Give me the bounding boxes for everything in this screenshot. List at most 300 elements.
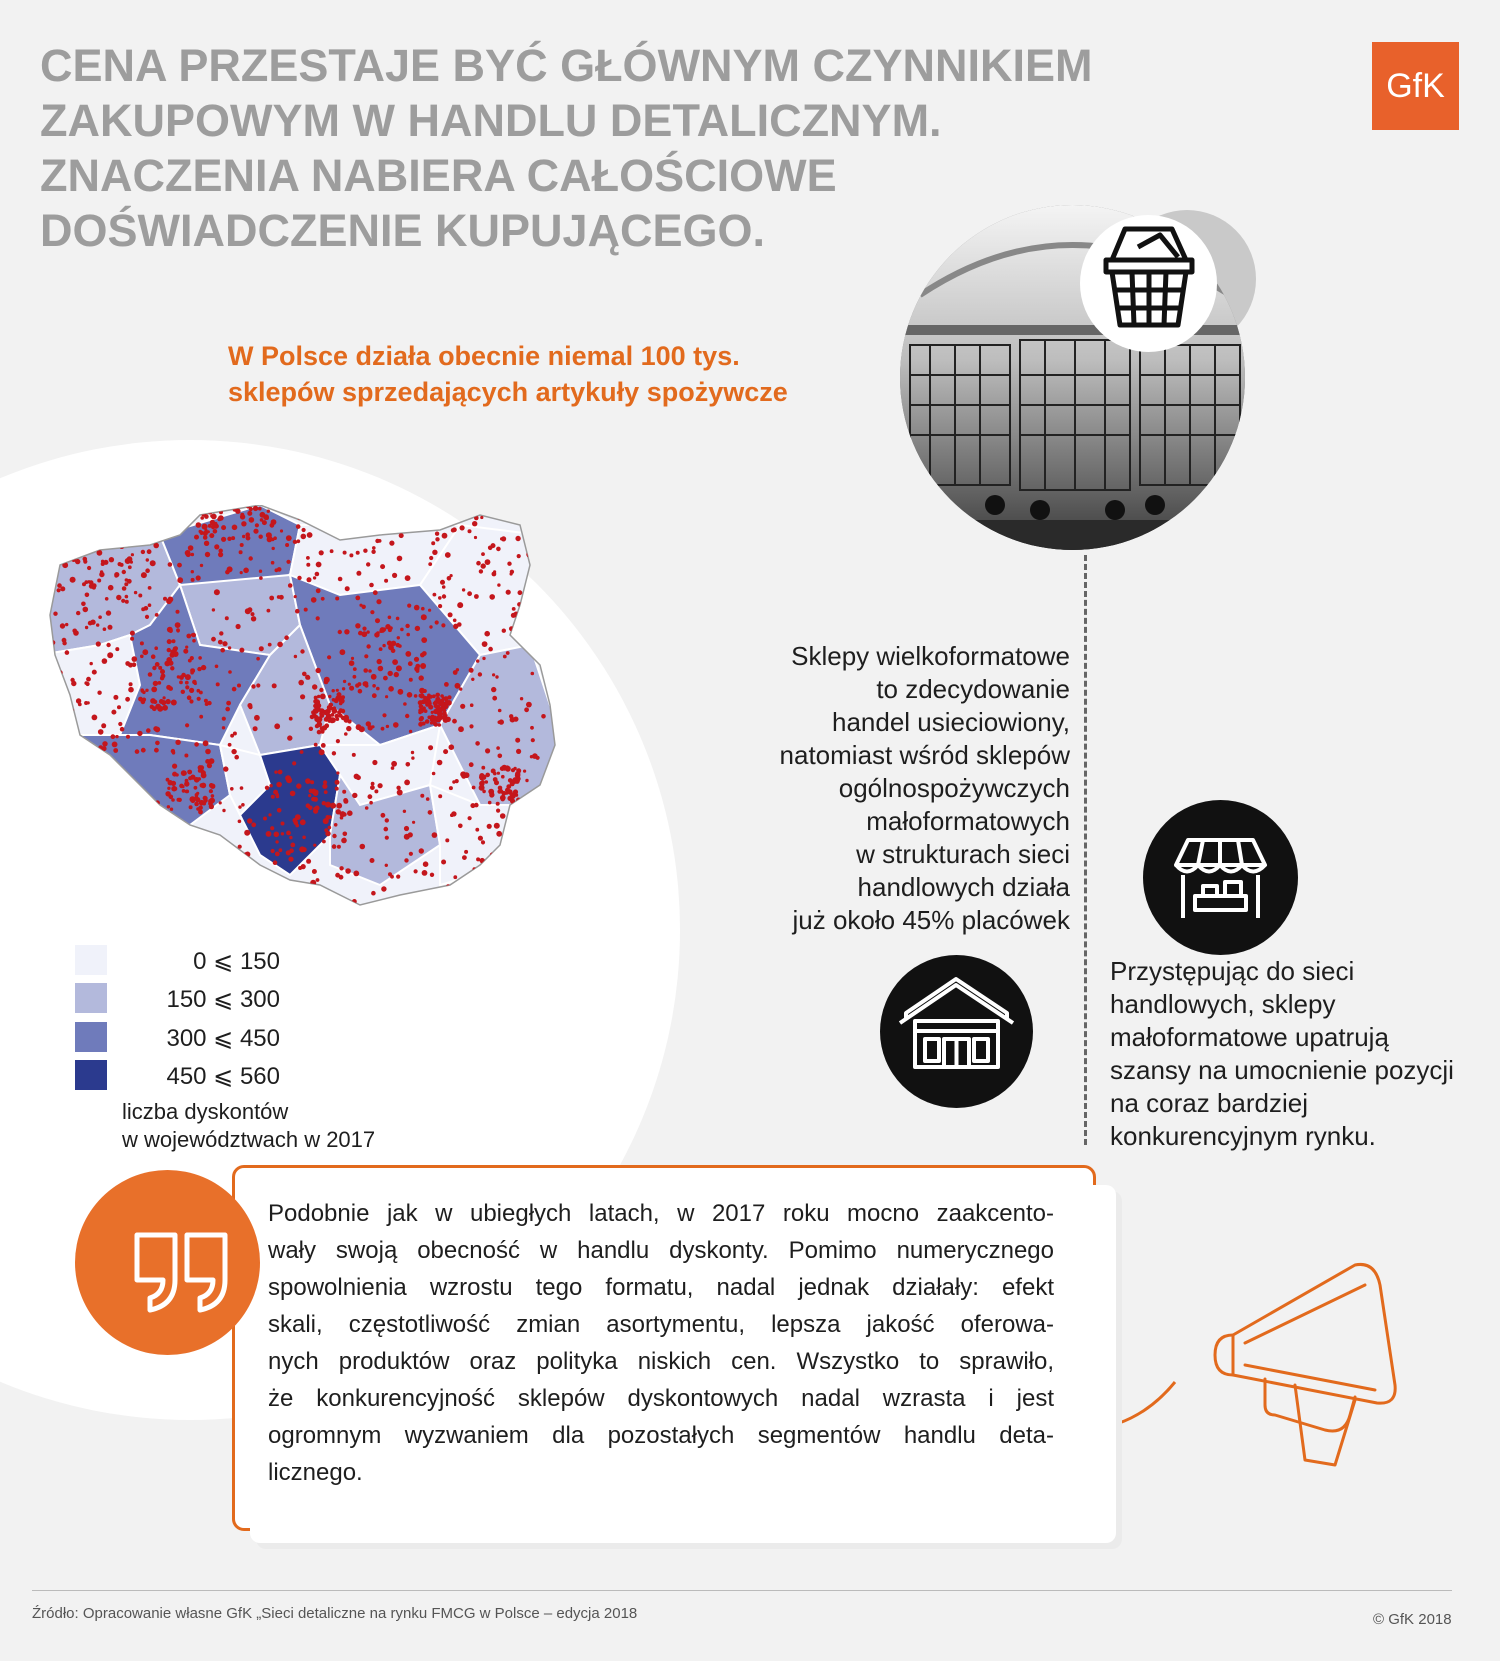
store-dot: [323, 509, 328, 514]
store-dot: [120, 563, 124, 567]
store-dot: [167, 639, 172, 644]
store-dot: [385, 818, 389, 822]
store-dot: [178, 896, 183, 901]
store-dot: [470, 803, 475, 808]
store-dot: [161, 812, 166, 817]
store-dot: [435, 537, 439, 541]
store-dot: [438, 794, 442, 798]
store-dot: [205, 552, 210, 557]
store-dot: [222, 641, 227, 646]
store-dot: [285, 775, 291, 781]
store-dot: [146, 798, 150, 802]
store-dot: [423, 861, 429, 867]
store-dot: [146, 558, 149, 561]
store-dot: [290, 843, 295, 848]
store-dot: [438, 604, 442, 608]
store-dot: [184, 754, 188, 758]
store-dot: [139, 824, 144, 829]
store-dot: [153, 700, 157, 704]
store-dot: [321, 899, 326, 904]
store-dot: [481, 766, 485, 770]
store-dot: [334, 823, 338, 827]
store-dot: [42, 510, 46, 514]
store-dot: [482, 790, 486, 794]
store-dot: [491, 769, 496, 774]
store-dot: [444, 682, 449, 687]
store-dot: [120, 531, 124, 535]
store-dot: [190, 668, 195, 673]
store-dot: [141, 748, 146, 753]
store-dot: [74, 782, 79, 787]
store-dot: [183, 520, 186, 523]
region-pomorskie: [160, 505, 300, 585]
store-dot: [239, 648, 244, 653]
store-dot: [485, 780, 489, 784]
store-dot: [249, 517, 255, 523]
store-dot: [506, 651, 510, 655]
store-dot: [198, 805, 203, 810]
store-dot: [347, 810, 353, 816]
store-dot: [316, 616, 320, 620]
store-dot: [272, 547, 275, 550]
store-dot: [272, 683, 277, 688]
store-dot: [309, 789, 314, 794]
store-dot: [225, 707, 230, 712]
store-dot: [376, 599, 381, 604]
text-line: natomiast wśród sklepów: [779, 740, 1070, 770]
store-dot: [55, 718, 60, 723]
store-dot: [75, 559, 80, 564]
store-dot: [315, 572, 320, 577]
legend-caption-line: w województwach w 2017: [122, 1127, 376, 1152]
store-dot: [445, 552, 451, 558]
store-dot: [310, 780, 314, 784]
store-dot: [62, 730, 66, 734]
store-dot: [76, 698, 81, 703]
store-dot: [482, 657, 485, 660]
store-dot: [407, 692, 413, 698]
store-dot: [298, 866, 302, 870]
store-dot: [256, 657, 260, 661]
store-dot: [496, 547, 501, 552]
store-dot: [303, 902, 307, 906]
store-dot: [356, 551, 360, 555]
store-dot: [537, 855, 543, 861]
store-dot: [428, 562, 432, 566]
store-dot: [101, 798, 105, 802]
store-dot: [400, 628, 404, 632]
store-dot: [218, 640, 223, 645]
store-dot: [381, 813, 386, 818]
store-dot: [531, 672, 535, 676]
store-dot: [348, 683, 351, 686]
store-dot: [500, 813, 506, 819]
store-dot: [232, 889, 236, 893]
store-dot: [305, 517, 309, 521]
store-dot: [84, 754, 90, 760]
store-dot: [259, 570, 262, 573]
store-dot: [57, 588, 61, 592]
store-dot: [185, 685, 189, 689]
store-dot: [122, 570, 126, 574]
store-dot: [125, 595, 129, 599]
store-dot: [51, 691, 55, 695]
store-dot: [323, 710, 328, 715]
store-dot: [241, 521, 246, 526]
store-dot: [409, 852, 413, 856]
store-dot: [475, 828, 479, 832]
store-dot: [313, 704, 317, 708]
store-dot: [328, 695, 331, 698]
store-dot: [166, 848, 169, 851]
text-line: na coraz bardziej: [1110, 1088, 1308, 1118]
store-dot: [208, 799, 212, 803]
store-dot: [371, 550, 375, 554]
store-dot: [50, 820, 55, 825]
store-dot: [438, 713, 442, 717]
store-dot: [484, 631, 490, 637]
store-dot: [259, 576, 263, 580]
store-dot: [258, 507, 262, 511]
store-dot: [141, 845, 146, 850]
store-dot: [307, 507, 312, 512]
store-dot: [295, 609, 300, 614]
store-dot: [49, 825, 55, 831]
store-dot: [265, 516, 269, 520]
store-dot: [404, 858, 408, 862]
store-dot: [292, 761, 296, 765]
store-dot: [498, 754, 503, 759]
store-dot: [511, 613, 516, 618]
store-dot: [171, 798, 175, 802]
store-dot: [212, 867, 216, 871]
text-line: małoformatowych: [866, 806, 1070, 836]
title-line: CENA PRZESTAJE BYĆ GŁÓWNYM CZYNNIKIEM: [40, 40, 1093, 91]
store-dot: [43, 681, 48, 686]
store-dot: [451, 528, 455, 532]
store-dot: [286, 831, 291, 836]
store-dot: [332, 844, 337, 849]
store-dot: [407, 604, 411, 608]
store-dot: [442, 709, 446, 713]
store-dot: [214, 589, 220, 595]
store-dot: [387, 641, 392, 646]
store-dot: [113, 748, 118, 753]
store-dot: [260, 512, 266, 518]
store-dot: [405, 714, 409, 718]
store-dot: [551, 812, 555, 816]
store-dot: [81, 519, 87, 525]
store-dot: [419, 675, 424, 680]
store-dot: [549, 517, 555, 523]
store-dot: [161, 867, 164, 870]
store-dot: [115, 647, 119, 651]
store-dot: [302, 528, 306, 532]
store-dot: [214, 898, 217, 901]
legend-swatch: [75, 1022, 107, 1052]
store-dot: [296, 783, 301, 788]
store-dot: [146, 728, 151, 733]
store-dot: [168, 834, 171, 837]
store-dot: [209, 758, 215, 764]
store-dot: [368, 669, 372, 673]
store-dot: [222, 726, 225, 729]
store-dot: [84, 681, 88, 685]
store-dot: [73, 781, 79, 787]
store-dot: [45, 601, 49, 605]
store-dot: [187, 770, 191, 774]
store-dot: [491, 543, 496, 548]
store-dot: [481, 775, 486, 780]
store-dot: [129, 839, 133, 843]
store-dot: [55, 768, 58, 771]
store-dot: [294, 595, 297, 598]
store-dot: [517, 554, 521, 558]
store-dot: [184, 866, 188, 870]
store-dot: [372, 546, 376, 550]
store-dot: [209, 804, 214, 809]
store-dot: [478, 836, 483, 841]
store-dot: [104, 540, 108, 544]
store-dot: [205, 749, 211, 755]
store-dot: [276, 782, 282, 788]
store-dot: [345, 868, 351, 874]
store-dot: [42, 581, 45, 584]
store-dot: [177, 563, 182, 568]
store-dot: [177, 886, 180, 889]
store-dot: [304, 608, 308, 612]
store-dot: [296, 524, 301, 529]
store-dot: [145, 807, 149, 811]
store-dot: [84, 815, 90, 821]
store-dot: [159, 699, 164, 704]
store-dot: [415, 626, 420, 631]
store-dot: [307, 532, 313, 538]
store-dot: [405, 624, 409, 628]
store-dot: [353, 513, 357, 517]
store-dot: [414, 666, 419, 671]
store-dot: [487, 824, 492, 829]
store-dot: [536, 756, 540, 760]
store-dot: [496, 746, 500, 750]
store-dot: [481, 563, 486, 568]
store-dot: [535, 579, 539, 583]
store-dot: [516, 768, 521, 773]
store-dot: [199, 715, 203, 719]
store-dot: [419, 688, 425, 694]
store-dot: [56, 761, 59, 764]
store-dot: [491, 793, 495, 797]
store-dot: [316, 878, 320, 882]
store-dot: [551, 801, 557, 807]
store-dot: [313, 576, 316, 579]
store-dot: [353, 871, 359, 877]
store-dot: [79, 862, 83, 866]
store-dot: [369, 801, 373, 805]
store-dot: [271, 519, 277, 525]
store-dot: [536, 788, 541, 793]
store-dot: [51, 695, 56, 700]
store-dot: [540, 506, 544, 510]
store-dot: [262, 520, 267, 525]
store-dot: [320, 726, 324, 730]
store-dot: [309, 727, 313, 731]
store-dot: [137, 731, 142, 736]
store-dot: [366, 630, 369, 633]
store-dot: [42, 727, 46, 731]
store-dot: [122, 586, 127, 591]
store-dot: [376, 687, 380, 691]
store-dot: [73, 630, 79, 636]
store-dot: [65, 623, 68, 626]
store-dot: [118, 722, 122, 726]
store-dot: [232, 687, 237, 692]
store-dot: [325, 818, 329, 822]
store-dot: [214, 544, 219, 549]
store-dot: [547, 585, 551, 589]
store-dot: [185, 646, 188, 649]
store-dot: [421, 637, 427, 643]
store-dot: [185, 779, 189, 783]
title-line: ZAKUPOWYM W HANDLU DETALICZNYM.: [40, 95, 942, 146]
store-dot: [397, 636, 400, 639]
store-dot: [115, 735, 118, 738]
store-dot: [431, 541, 435, 545]
store-dot: [339, 875, 344, 880]
store-dot: [330, 803, 336, 809]
store-dot: [85, 593, 90, 598]
store-dot: [201, 665, 206, 670]
store-dot: [497, 772, 500, 775]
store-dot: [183, 649, 188, 654]
store-dot: [279, 848, 283, 852]
store-dot: [342, 687, 345, 690]
store-dot: [509, 847, 514, 852]
store-dot: [68, 779, 73, 784]
store-dot: [419, 848, 424, 853]
store-dot: [177, 527, 180, 530]
store-dot: [274, 832, 280, 838]
store-dot: [173, 646, 178, 651]
store-dot: [135, 749, 140, 754]
store-dot: [219, 631, 223, 635]
store-dot: [492, 673, 495, 676]
store-dot: [314, 716, 320, 722]
store-dot: [188, 776, 192, 780]
store-dot: [536, 564, 540, 568]
store-dot: [270, 826, 274, 830]
store-dot: [239, 550, 243, 554]
store-dot: [276, 889, 282, 895]
store-dot: [111, 843, 117, 849]
store-dot: [240, 543, 244, 547]
store-dot: [388, 872, 392, 876]
store-dot: [130, 561, 133, 564]
store-dot: [332, 698, 336, 702]
store-dot: [114, 572, 119, 577]
store-dot: [489, 594, 495, 600]
store-dot: [80, 526, 83, 529]
store-dot: [148, 603, 152, 607]
store-dot: [407, 897, 412, 902]
store-dot: [62, 641, 66, 645]
store-dot: [360, 844, 366, 850]
store-dot: [285, 543, 289, 547]
store-dot: [432, 694, 436, 698]
store-dot: [432, 716, 438, 722]
store-dot: [320, 694, 326, 700]
store-dot: [70, 802, 74, 806]
store-dot: [153, 681, 158, 686]
store-dot: [388, 526, 394, 532]
store-dot: [40, 872, 46, 878]
store-dot: [406, 762, 411, 767]
store-dot: [88, 516, 92, 520]
store-dot: [435, 620, 439, 624]
store-dot: [51, 825, 56, 830]
store-dot: [344, 717, 350, 723]
store-dot: [245, 608, 251, 614]
market-stall-icon: [1143, 800, 1298, 955]
store-dot: [165, 791, 170, 796]
store-dot: [332, 689, 335, 692]
store-dot: [266, 831, 272, 837]
store-dot: [384, 579, 388, 583]
store-dot: [166, 657, 172, 663]
store-dot: [450, 574, 453, 577]
store-dot: [498, 721, 501, 724]
store-dot: [338, 630, 342, 634]
store-dot: [306, 803, 311, 808]
store-dot: [142, 649, 148, 655]
store-dot: [140, 641, 144, 645]
store-dot: [354, 505, 359, 508]
store-dot: [188, 659, 192, 663]
subtitle-line: W Polsce działa obecnie niemal 100 tys.: [228, 341, 740, 371]
store-dot: [420, 705, 423, 708]
store-dot: [349, 660, 355, 666]
store-dot: [339, 866, 343, 870]
store-dot: [183, 771, 187, 775]
store-dot: [112, 742, 118, 748]
store-dot: [300, 649, 304, 653]
store-dot: [349, 686, 354, 691]
store-dot: [218, 515, 224, 521]
store-dot: [553, 778, 558, 783]
store-dot: [315, 724, 319, 728]
store-dot: [207, 835, 210, 838]
store-dot: [220, 845, 224, 849]
store-dot: [369, 583, 374, 588]
store-dot: [346, 726, 351, 731]
store-dot: [488, 647, 493, 652]
store-dot: [100, 570, 103, 573]
store-dot: [322, 840, 326, 844]
store-dot: [411, 751, 414, 754]
store-dot: [301, 534, 307, 540]
store-dot: [469, 724, 473, 728]
store-dot: [293, 818, 298, 823]
store-dot: [398, 689, 404, 695]
store-dot: [353, 675, 357, 679]
store-dot: [185, 790, 189, 794]
store-dot: [172, 639, 176, 643]
store-dot: [147, 549, 152, 554]
store-dot: [531, 738, 535, 742]
store-dot: [60, 876, 64, 880]
store-dot: [223, 766, 228, 771]
store-dot: [168, 686, 173, 691]
